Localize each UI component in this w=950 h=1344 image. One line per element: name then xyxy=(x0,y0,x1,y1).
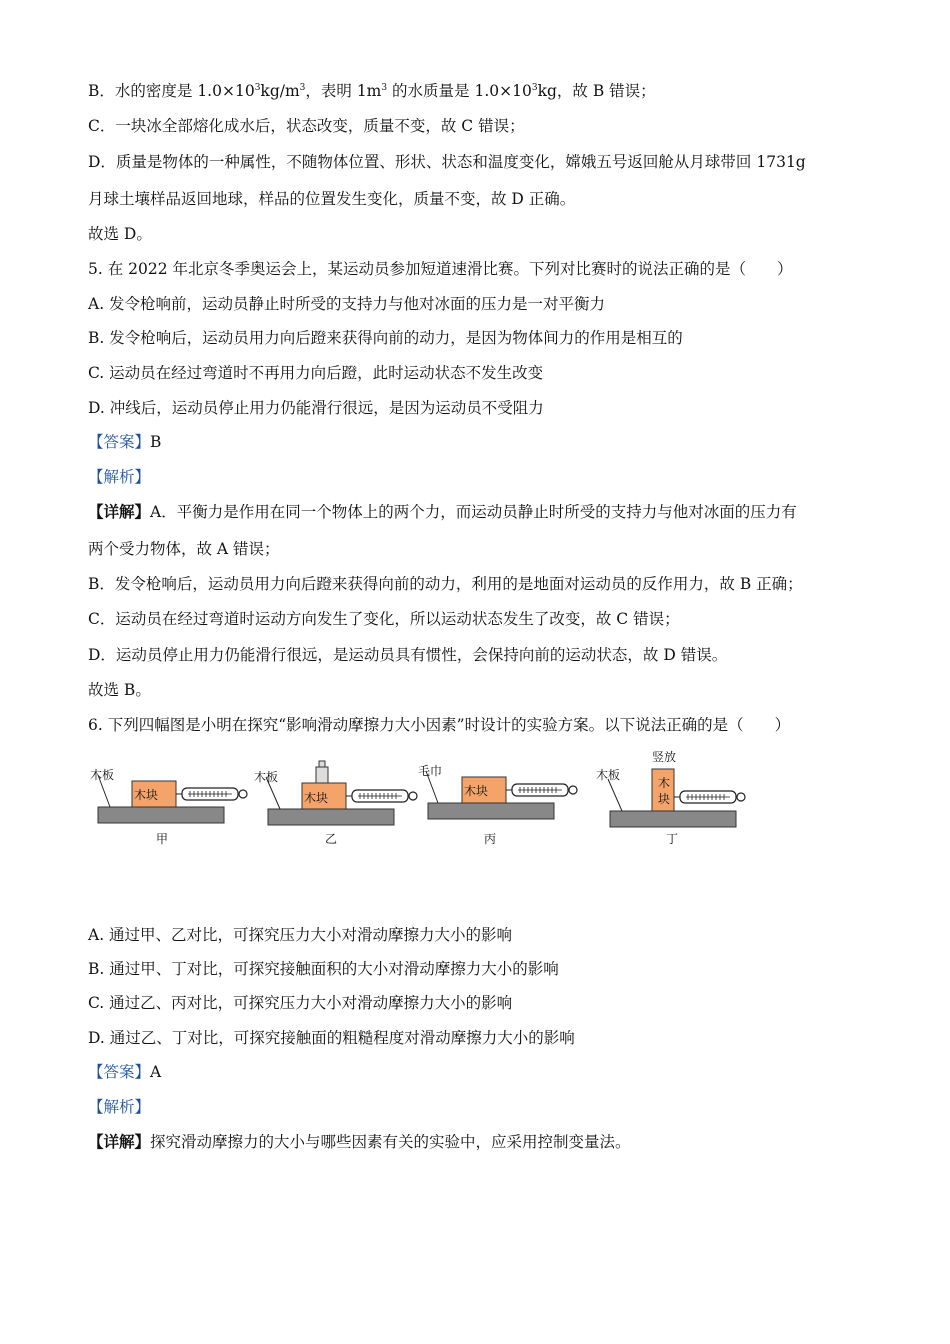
figure-jia-caption: 甲 xyxy=(156,832,169,846)
figure-ding xyxy=(608,769,745,827)
spring-scale-yi xyxy=(352,790,417,802)
q5-analysis-tag: 【解析】 xyxy=(88,468,151,486)
q6-option-b: B. 通过甲、丁对比，可探究接触面积的大小对滑动摩擦力大小的影响 xyxy=(88,960,559,978)
q6-answer: 【答案】A xyxy=(88,1063,162,1081)
q5-detail-a-2: 两个受力物体，故 A 错误； xyxy=(88,540,280,558)
q6-detail: 【详解】探究滑动摩擦力的大小与哪些因素有关的实验中，应采用控制变量法。 xyxy=(88,1132,631,1151)
figure-bing-block-label: 木块 xyxy=(464,784,489,798)
spring-scale-ding xyxy=(680,791,745,803)
q6-option-a: A. 通过甲、乙对比，可探究压力大小对滑动摩擦力大小的影响 xyxy=(88,926,513,944)
figure-ding-note: 竖放 xyxy=(652,750,677,764)
figure-yi-block-label: 木块 xyxy=(304,791,329,805)
q4-option-d-explanation-1: D．质量是物体的一种属性，不随物体位置、形状、状态和温度变化，嫦娥五号返回舱从月球带回 1731g xyxy=(88,153,806,171)
q4-option-d-explanation-2: 月球土壤样品返回地球，样品的位置发生变化，质量不变，故 D 正确。 xyxy=(88,190,576,208)
board-jia xyxy=(98,807,224,823)
q5-option-c: C. 运动员在经过弯道时不再用力向后蹬，此时运动状态不发生改变 xyxy=(88,364,544,382)
q5-choice: 故选 B。 xyxy=(88,681,151,699)
figure-ding-block-label-top: 木 xyxy=(658,776,671,790)
weight-yi xyxy=(316,767,328,783)
figure-jia-surface-label: 木板 xyxy=(90,768,115,782)
spring-scale-bing xyxy=(512,784,577,796)
figure-ding-block-label-bottom: 块 xyxy=(658,792,671,806)
q5-option-d: D. 冲线后，运动员停止用力仍能滑行很远，是因为运动员不受阻力 xyxy=(88,399,544,417)
figure-jia-block-label: 木块 xyxy=(134,788,159,802)
figure-bing xyxy=(426,771,577,819)
q4-option-b-explanation: B．水的密度是 $1.0\times 10^3kg/m^3$，表明 $1m^3$ 的水质量是 $1.0\times 10^3kg$，故 B 错误； xyxy=(88,82,656,100)
q5-detail-d: D．运动员停止用力仍能滑行很远，是运动员具有惯性，会保持向前的运动状态，故 D 错误。 xyxy=(88,646,728,664)
q5-option-a: A. 发令枪响前，运动员静止时所受的支持力与他对冰面的压力是一对平衡力 xyxy=(88,295,606,313)
board-bing xyxy=(428,803,554,819)
figure-bing-caption: 丙 xyxy=(484,832,497,846)
q6-stem: 6. 下列四幅图是小明在探究“影响滑动摩擦力大小因素”时设计的实验方案。以下说法正确的是（ ） xyxy=(88,716,791,734)
figure-bing-surface-label: 毛巾 xyxy=(418,764,443,778)
figure-jia xyxy=(98,775,247,823)
figure-ding-caption: 丁 xyxy=(666,832,679,846)
figure-yi-surface-label: 木板 xyxy=(254,770,279,784)
q5-detail-b: B．发令枪响后，运动员用力向后蹬来获得向前的动力，利用的是地面对运动员的反作用力，故 B 正确； xyxy=(88,575,803,593)
q5-answer: 【答案】B xyxy=(88,433,162,451)
spring-scale-jia xyxy=(182,788,247,800)
q5-detail-c: C．运动员在经过弯道时运动方向发生了变化，所以运动状态发生了改变，故 C 错误； xyxy=(88,610,680,628)
q5-option-b: B. 发令枪响后，运动员用力向后蹬来获得向前的动力，是因为物体间力的作用是相互的 xyxy=(88,329,683,347)
q5-stem: 5. 在 2022 年北京冬季奥运会上，某运动员参加短道速滑比赛。下列对比赛时的说法正确的是（ ） xyxy=(88,260,793,278)
figure-yi xyxy=(266,761,417,825)
q6-option-d: D. 通过乙、丁对比，可探究接触面的粗糙程度对滑动摩擦力大小的影响 xyxy=(88,1029,575,1047)
q5-detail-a-1: 【详解】A．平衡力是作用在同一个物体上的两个力，而运动员静止时所受的支持力与他对冰面的压力有 xyxy=(88,502,797,521)
q4-option-c-explanation: C．一块冰全部熔化成水后，状态改变，质量不变，故 C 错误； xyxy=(88,117,525,135)
board-yi xyxy=(268,809,394,825)
figure-ding-surface-label: 木板 xyxy=(596,768,621,782)
board-ding xyxy=(610,811,736,827)
q6-option-c: C. 通过乙、丙对比，可探究压力大小对滑动摩擦力大小的影响 xyxy=(88,994,513,1012)
q4-choice: 故选 D。 xyxy=(88,225,152,243)
figure-yi-caption: 乙 xyxy=(325,832,338,846)
pointer-ding xyxy=(608,779,622,811)
q6-analysis-tag: 【解析】 xyxy=(88,1098,151,1116)
